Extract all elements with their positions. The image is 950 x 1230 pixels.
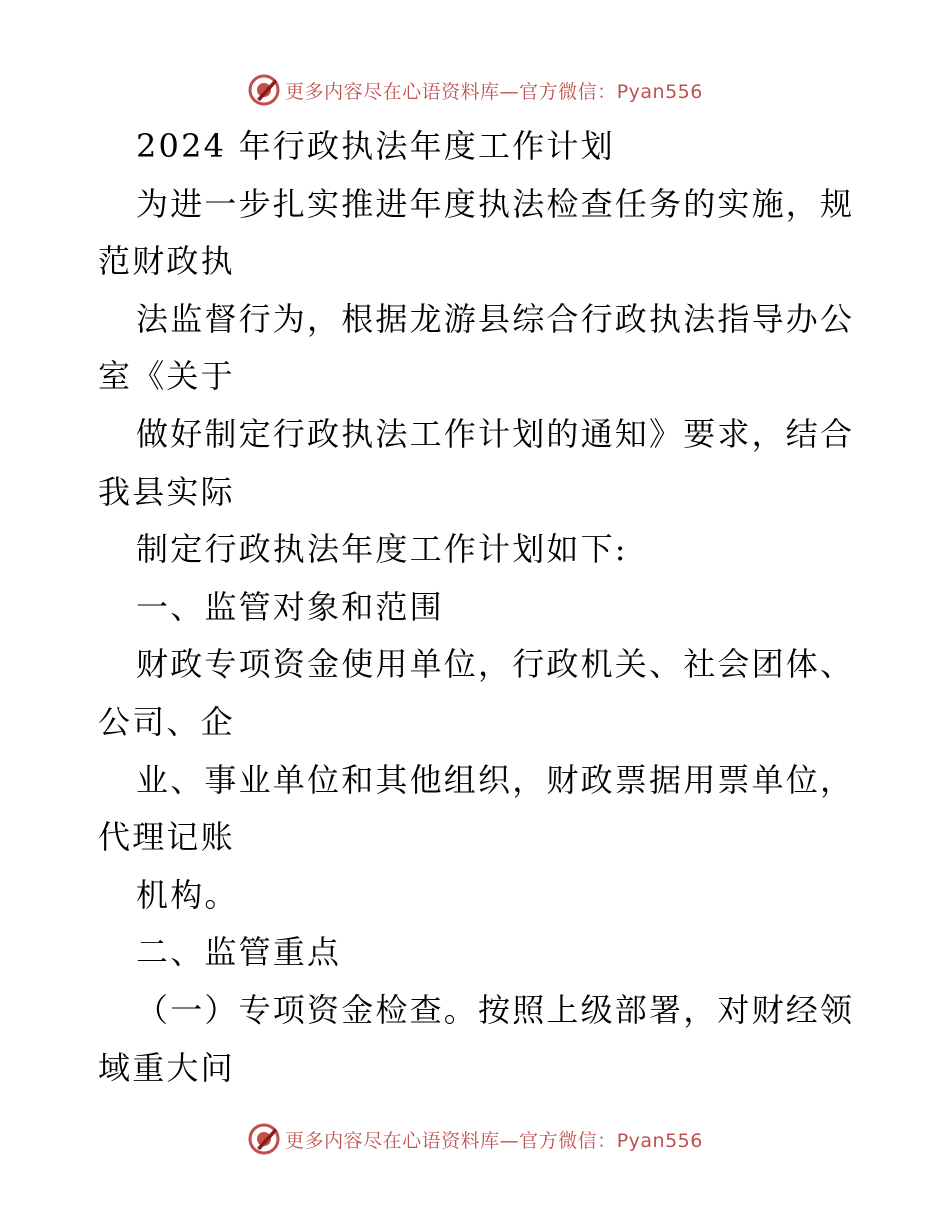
watermark-footer: [0, 1119, 950, 1159]
document-line: 一、监管对象和范围: [136, 587, 444, 626]
document-line: 范财政执: [98, 242, 235, 281]
document-line: 室《关于: [98, 357, 235, 396]
brand-logo-icon: [247, 1122, 281, 1156]
watermark-text: 更多内容尽在心语资料库: [285, 1129, 500, 1152]
document-line: 我县实际: [98, 472, 235, 511]
document-line: 公司、企: [98, 702, 235, 741]
document-line: 法监督行为，根据龙游县综合行政执法指导办公: [136, 299, 855, 338]
document-body: [98, 118, 858, 1097]
document-line: 为进一步扎实推进年度执法检查任务的实施，规: [136, 184, 855, 223]
watermark-text: 更多内容尽在心语资料库: [285, 80, 500, 103]
wechat-label: 官方微信：: [519, 80, 617, 103]
document-line: 二、监管重点: [136, 933, 342, 972]
watermark-separator: —: [499, 1129, 520, 1152]
wechat-id: Pyan556: [616, 80, 703, 103]
document-line: 财政专项资金使用单位，行政机关、社会团体、: [136, 645, 855, 684]
document-line: 业、事业单位和其他组织，财政票据用票单位，: [136, 760, 855, 799]
document-line: 机构。: [136, 875, 239, 914]
document-line: 代理记账: [98, 818, 235, 857]
wechat-id: Pyan556: [616, 1129, 703, 1152]
document-line: 域重大问: [98, 1048, 235, 1087]
document-line: 制定行政执法年度工作计划如下:: [136, 530, 628, 569]
document-line: 2024 年行政执法年度工作计划: [136, 127, 615, 165]
wechat-label: 官方微信：: [519, 1129, 617, 1152]
document-line: （一）专项资金检查。按照上级部署，对财经领: [136, 990, 855, 1029]
watermark-header: [0, 70, 950, 110]
brand-logo-icon: [247, 73, 281, 107]
document-line: 做好制定行政执法工作计划的通知》要求，结合: [136, 414, 855, 453]
watermark-separator: —: [499, 80, 520, 103]
